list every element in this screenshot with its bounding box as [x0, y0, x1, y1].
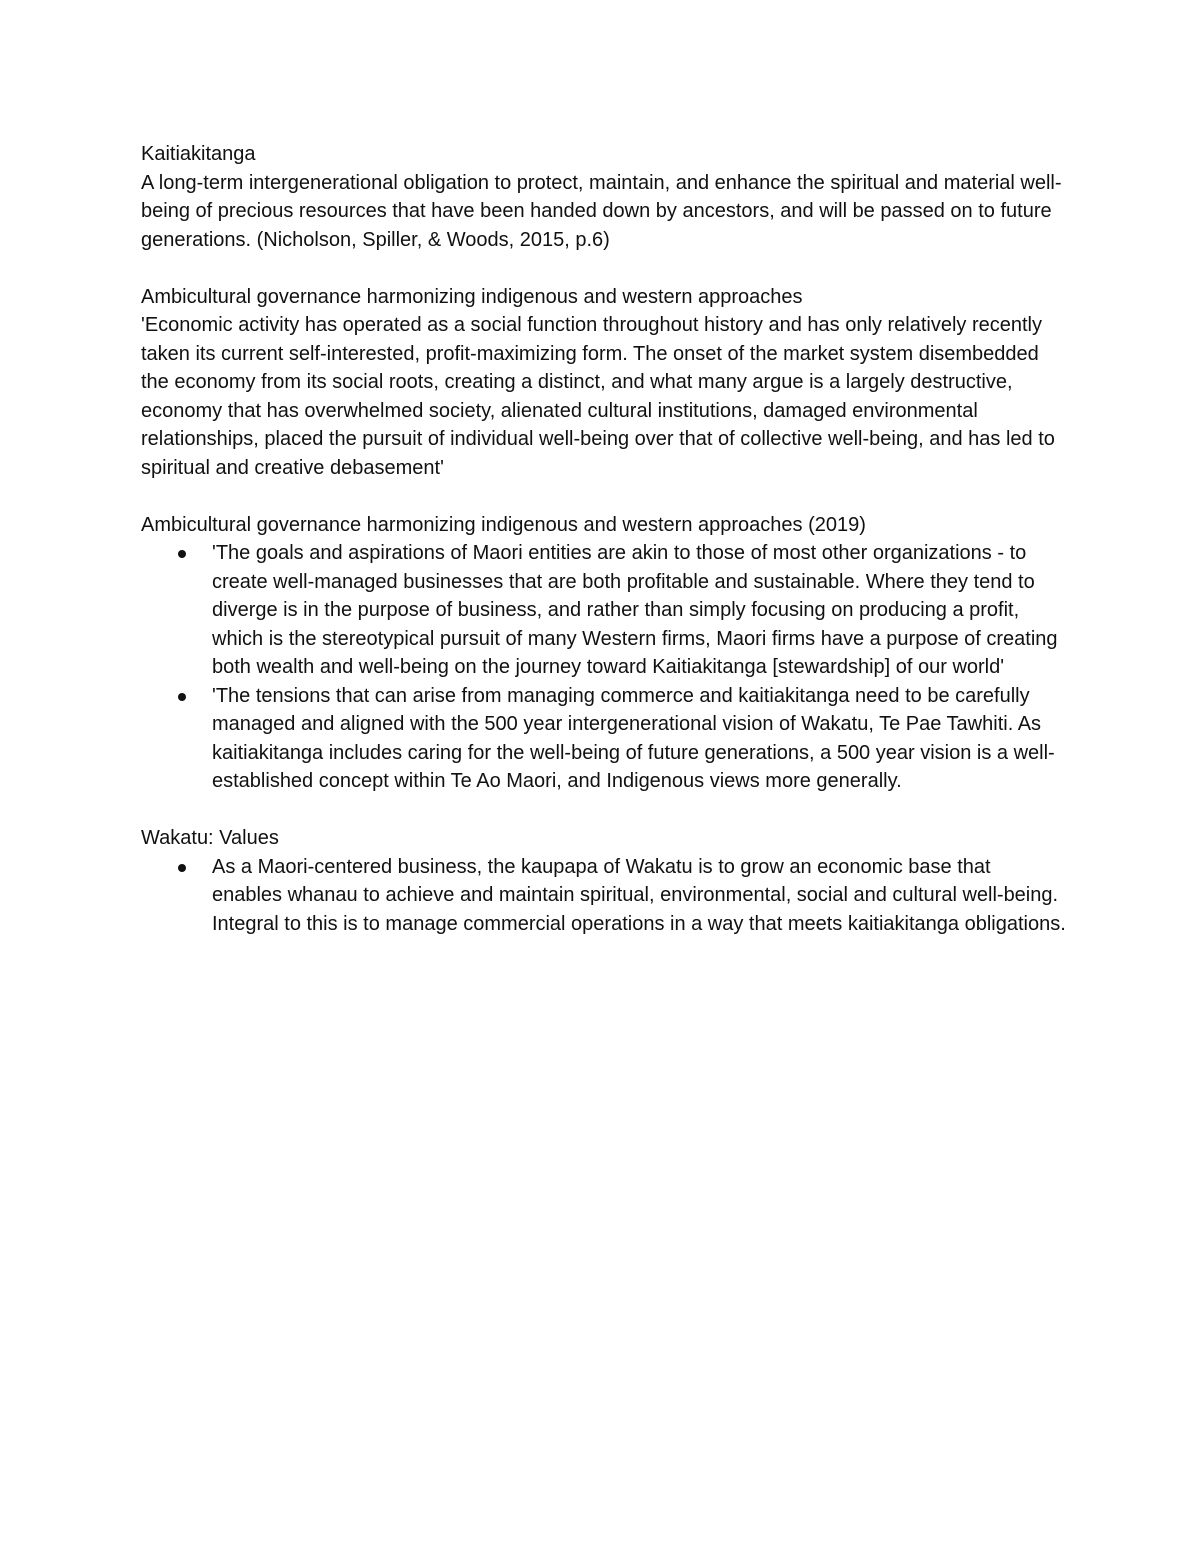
section-wakatu-values	[141, 824, 1066, 938]
list-item-text: As a Maori-centered business, the kaupapa of Wakatu is to grow an economic base that enables whanau to achieve and maintain spiritual, environmental, social and cultural well-being. Integral to this is to manage commercial operations in a way that meets kaitiakitanga obligations.	[212, 855, 1066, 935]
document-content	[141, 140, 1066, 967]
section-ambicultural-governance	[141, 283, 1066, 483]
list-item	[212, 853, 1066, 939]
section-heading: Ambicultural governance harmonizing indigenous and western approaches	[141, 285, 803, 308]
list-item-text: 'The tensions that can arise from managing commerce and kaitiakitanga need to be carefully managed and aligned with the 500 year intergenerational vision of Wakatu, Te Pae Tawhiti. As kaitiakitanga includes caring for the well-being of future generations, a 500 year vision is a well-established concept within Te Ao Maori, and Indigenous views more generally.	[212, 684, 1055, 792]
bullet-icon	[178, 550, 186, 558]
list-item	[212, 682, 1066, 796]
section-heading: Wakatu: Values	[141, 827, 279, 849]
bullet-icon	[178, 864, 186, 872]
section-heading: Ambicultural governance harmonizing indigenous and western approaches (2019)	[141, 513, 866, 536]
bullet-list	[141, 539, 1066, 796]
list-item	[212, 539, 1066, 682]
bullet-list	[141, 853, 1066, 939]
section-body: A long-term intergenerational obligation to protect, maintain, and enhance the spiritual and material well-being of precious resources that have been handed down by ancestors, and will be passed on to future generations. (Nicholson, Spiller, & Woods, 2015, p.6)	[141, 171, 1062, 251]
list-item-text: 'The goals and aspirations of Maori entities are akin to those of most other organizations - to create well-managed businesses that are both profitable and sustainable. Where they tend to diverge is in the purpose of business, and rather than simply focusing on producing a profit, which is the stereotypical pursuit of many Western firms, Maori firms have a purpose of creating both wealth and well-being on the journey toward Kaitiakitanga [stewardship] of our world'	[212, 542, 1058, 678]
section-body: 'Economic activity has operated as a social function throughout history and has only relatively recently taken its current self-interested, profit-maximizing form. The onset of the market system disembedded the economy from its social roots, creating a distinct, and what many argue is a largely destructive, economy that has overwhelmed society, alienated cultural institutions, damaged environmental relationships, placed the pursuit of individual well-being over that of collective well-being, and has led to spiritual and creative debasement'	[141, 314, 1055, 479]
section-kaitiakitanga	[141, 140, 1066, 254]
section-heading: Kaitiakitanga	[141, 143, 256, 165]
bullet-icon	[178, 693, 186, 701]
section-ambicultural-governance-2019	[141, 511, 1066, 796]
